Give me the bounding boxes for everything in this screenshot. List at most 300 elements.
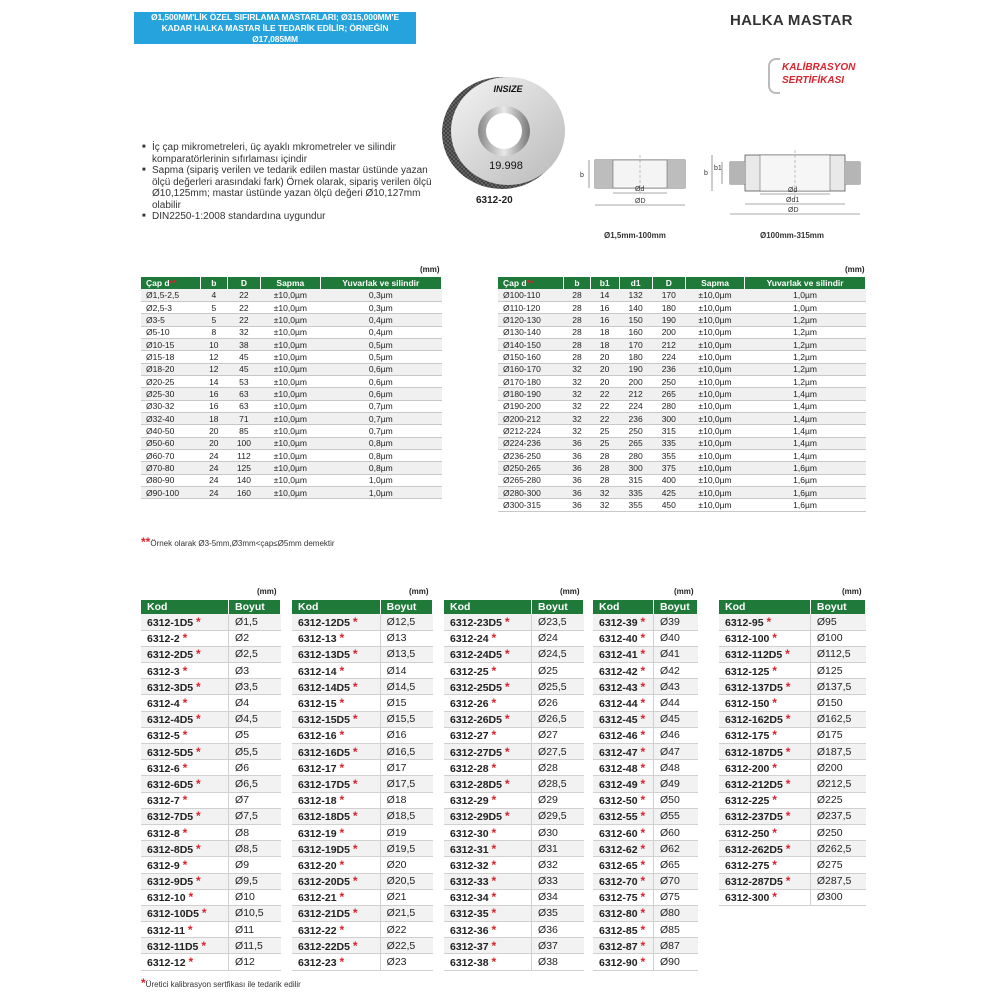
code-row: [141, 954, 281, 970]
code-cell: [719, 630, 810, 646]
code-cell: [593, 873, 653, 889]
code-row: [292, 922, 433, 938]
spec-cell: 36: [564, 499, 591, 511]
code-cell: [292, 744, 380, 760]
code-star: *: [339, 857, 345, 872]
code-value: 6312-35: [450, 908, 489, 921]
spec-cell: Ø212-224: [498, 425, 564, 437]
code-star: *: [491, 922, 497, 937]
code-cell: [292, 776, 380, 792]
code-row: [141, 889, 281, 905]
spec-cell: 0,8µm: [320, 462, 441, 474]
code-cell: [593, 922, 653, 938]
spec-cell: 4: [200, 289, 227, 301]
code-star: *: [339, 922, 345, 937]
size-cell: Ø80: [653, 905, 697, 921]
spec-cell: 32: [564, 400, 591, 412]
code-cell: [719, 792, 810, 808]
code-row: [292, 760, 433, 776]
spec-cell: 1,4µm: [745, 437, 866, 449]
code-star: *: [640, 809, 646, 824]
spec-cell: Ø32-40: [141, 412, 200, 424]
spec-row: [141, 437, 442, 449]
code-row: [292, 954, 433, 970]
code-header-boyut: Boyut: [380, 600, 432, 614]
diagram-large-caption: Ø100mm-315mm: [760, 231, 825, 240]
size-cell: Ø287,5: [810, 873, 865, 889]
spec-cell: 22: [590, 400, 619, 412]
code-header-boyut: Boyut: [810, 600, 865, 614]
spec-cell: 10: [200, 338, 227, 350]
code-row: [444, 905, 584, 921]
size-cell: Ø237,5: [810, 808, 865, 824]
code-row: [141, 695, 281, 711]
code-header-row: [593, 600, 698, 614]
spec-cell: ±10,0µm: [685, 425, 744, 437]
size-cell: Ø28,5: [532, 776, 584, 792]
spec-cell: ±10,0µm: [261, 412, 321, 424]
spec-cell: 160: [227, 487, 260, 499]
spec-cell: 38: [227, 338, 260, 350]
code-row: [444, 922, 584, 938]
spec-header-cell: [652, 277, 685, 289]
size-cell: Ø40: [653, 630, 697, 646]
code-row: [719, 889, 866, 905]
size-cell: Ø46: [653, 727, 697, 743]
size-cell: Ø3,5: [229, 679, 281, 695]
unit-label: (mm): [409, 587, 429, 596]
size-cell: Ø75: [653, 889, 697, 905]
spec-cell: ±10,0µm: [685, 363, 744, 375]
code-star: *: [640, 728, 646, 743]
spec-cell: 0,7µm: [320, 425, 441, 437]
code-row: [719, 873, 866, 889]
size-cell: Ø8,5: [229, 841, 281, 857]
spec-cell: Ø150-160: [498, 351, 564, 363]
code-cell: [719, 679, 810, 695]
code-star: *: [785, 841, 791, 856]
code-cell: [444, 646, 532, 662]
size-cell: Ø10,5: [229, 905, 281, 921]
code-row: [593, 727, 698, 743]
code-cell: [593, 711, 653, 727]
spec-cell: ±10,0µm: [261, 351, 321, 363]
code-value: 6312-14D5: [298, 681, 350, 694]
code-cell: [141, 889, 229, 905]
code-star: *: [491, 938, 497, 953]
spec-cell: ±10,0µm: [685, 499, 744, 511]
spec-header-cell: [320, 277, 441, 289]
spec-cell: 190: [652, 314, 685, 326]
code-value: 6312-10D5: [147, 908, 199, 921]
spec-cell: 12: [200, 363, 227, 375]
code-star: *: [352, 938, 358, 953]
code-value: 6312-237D5: [725, 811, 783, 824]
code-cell: [593, 760, 653, 776]
spec-cell: 1,6µm: [745, 474, 866, 486]
spec-cell: 1,2µm: [745, 314, 866, 326]
spec-header-text: b1: [599, 278, 610, 288]
size-cell: Ø60: [653, 824, 697, 840]
spec-cell: ±10,0µm: [685, 449, 744, 461]
code-row: [593, 824, 698, 840]
spec-cell: Ø300-315: [498, 499, 564, 511]
code-cell: [141, 954, 229, 970]
code-row: [593, 744, 698, 760]
code-row: [292, 727, 433, 743]
size-cell: Ø12: [229, 954, 281, 970]
code-value: 6312-38: [450, 957, 489, 970]
code-star: *: [339, 760, 345, 775]
code-star: *: [772, 825, 777, 840]
code-cell: [141, 630, 229, 646]
spec-cell: 150: [619, 314, 652, 326]
spec-cell: 32: [564, 388, 591, 400]
code-star: *: [491, 793, 497, 808]
size-cell: Ø10: [229, 889, 281, 905]
spec-cell: 14: [200, 375, 227, 387]
size-cell: Ø33: [532, 873, 584, 889]
code-cell: [292, 792, 380, 808]
code-row: [141, 630, 281, 646]
spec-cell: 224: [652, 351, 685, 363]
code-value: 6312-85: [599, 924, 638, 937]
code-value: 6312-7D5: [147, 811, 194, 824]
code-star: *: [196, 647, 201, 662]
spec-cell: Ø224-236: [498, 437, 564, 449]
code-header-row: [719, 600, 866, 614]
code-star: *: [504, 776, 510, 791]
spec-header-cell: [227, 277, 260, 289]
spec-cell: 45: [227, 351, 260, 363]
spec-cell: 36: [564, 487, 591, 499]
code-row: [141, 922, 281, 938]
size-cell: Ø150: [810, 695, 865, 711]
spec-cell: ±10,0µm: [685, 437, 744, 449]
code-cell: [719, 857, 810, 873]
spec-cell: 355: [619, 499, 652, 511]
code-star: *: [640, 890, 646, 905]
code-row: [593, 841, 698, 857]
spec-cell: 140: [619, 301, 652, 313]
code-star: *: [339, 663, 345, 678]
code-star: *: [188, 955, 194, 970]
code-star: *: [352, 906, 358, 921]
spec-cell: 22: [590, 388, 619, 400]
code-value: 6312-25: [450, 665, 489, 678]
size-cell: Ø19,5: [380, 841, 432, 857]
spec-cell: 63: [227, 388, 260, 400]
code-row: [292, 889, 433, 905]
spec-cell: Ø15-18: [141, 351, 200, 363]
code-value: 6312-36: [450, 924, 489, 937]
spec-cell: Ø25-30: [141, 388, 200, 400]
code-row: [444, 679, 584, 695]
code-value: 6312-17D5: [298, 778, 350, 791]
spec-cell: 22: [227, 314, 260, 326]
code-row: [719, 663, 866, 679]
code-row: [719, 695, 866, 711]
spec-header-text: Yuvarlak ve silindir: [342, 278, 420, 288]
code-star: *: [339, 955, 345, 970]
note-star: **: [141, 535, 151, 549]
code-star: *: [182, 857, 188, 872]
spec-cell: ±10,0µm: [685, 388, 744, 400]
spec-cell: ±10,0µm: [685, 289, 744, 301]
code-row: [141, 905, 281, 921]
size-cell: Ø24: [532, 630, 584, 646]
code-value: 6312-75: [599, 892, 638, 905]
spec-cell: 0,6µm: [320, 375, 441, 387]
certificate-line-2: SERTİFİKASI: [782, 75, 845, 86]
code-header-boyut: Boyut: [653, 600, 697, 614]
code-cell: [141, 646, 229, 662]
code-star: *: [504, 647, 510, 662]
code-value: 6312-33: [450, 876, 489, 889]
code-row: [141, 760, 281, 776]
code-star: *: [772, 696, 777, 711]
spec-cell: ±10,0µm: [261, 437, 321, 449]
spec-cell: ±10,0µm: [685, 314, 744, 326]
code-value: 6312-16: [298, 730, 337, 743]
spec-header-text: Çap d: [146, 278, 170, 288]
size-cell: Ø2,5: [229, 646, 281, 662]
code-value: 6312-21D5: [298, 908, 350, 921]
code-value: 6312-13D5: [298, 649, 350, 662]
code-row: [444, 824, 584, 840]
code-row: [444, 760, 584, 776]
code-row: [593, 792, 698, 808]
code-value: 6312-65: [599, 859, 638, 872]
code-row: [444, 630, 584, 646]
size-cell: Ø6,5: [229, 776, 281, 792]
code-row: [593, 905, 698, 921]
code-cell: [719, 841, 810, 857]
size-cell: Ø38: [532, 954, 584, 970]
code-value: 6312-13: [298, 633, 337, 646]
spec-cell: ±10,0µm: [685, 412, 744, 424]
code-cell: [292, 663, 380, 679]
ring-diagram-large: [700, 150, 870, 225]
size-cell: Ø13,5: [380, 646, 432, 662]
code-cell: [292, 760, 380, 776]
size-cell: Ø27: [532, 727, 584, 743]
code-value: 6312-112D5: [725, 649, 783, 662]
spec-cell: 315: [652, 425, 685, 437]
spec-cell: 28: [564, 301, 591, 313]
spec-cell: 20: [590, 375, 619, 387]
spec-cell: 1,2µm: [745, 375, 866, 387]
code-star: *: [491, 955, 497, 970]
spec-row: [141, 289, 442, 301]
code-star: *: [640, 647, 646, 662]
code-value: 6312-187D5: [725, 746, 783, 759]
code-value: 6312-150: [725, 698, 770, 711]
spec-cell: 85: [227, 425, 260, 437]
spec-cell: 28: [590, 474, 619, 486]
code-value: 6312-45: [599, 714, 638, 727]
spec-header-cell: [590, 277, 619, 289]
spec-cell: ±10,0µm: [685, 338, 744, 350]
code-cell: [593, 889, 653, 905]
spec-cell: ±10,0µm: [685, 400, 744, 412]
size-cell: Ø125: [810, 663, 865, 679]
code-cell: [141, 808, 229, 824]
code-value: 6312-42: [599, 665, 638, 678]
code-cell: [444, 889, 532, 905]
code-row: [444, 727, 584, 743]
code-star: *: [352, 841, 358, 856]
code-value: 6312-9D5: [147, 876, 194, 889]
code-row: [593, 646, 698, 662]
spec-cell: 1,4µm: [745, 449, 866, 461]
spec-row: [141, 314, 442, 326]
code-value: 6312-34: [450, 892, 489, 905]
spec-cell: Ø20-25: [141, 375, 200, 387]
code-value: 6312-2D5: [147, 649, 194, 662]
spec-row: [141, 412, 442, 424]
code-cell: [593, 841, 653, 857]
code-star: *: [352, 614, 358, 629]
code-cell: [141, 744, 229, 760]
code-star: *: [640, 793, 646, 808]
spec-header-cell: [261, 277, 321, 289]
code-value: 6312-3: [147, 665, 180, 678]
code-value: 6312-21: [298, 892, 337, 905]
spec-cell: 0,8µm: [320, 449, 441, 461]
spec-row: [141, 351, 442, 363]
size-cell: Ø32: [532, 857, 584, 873]
code-row: [719, 824, 866, 840]
spec-cell: 32: [590, 499, 619, 511]
code-cell: [593, 792, 653, 808]
spec-cell: 22: [227, 289, 260, 301]
spec-cell: ±10,0µm: [685, 375, 744, 387]
spec-cell: ±10,0µm: [261, 338, 321, 350]
spec-header-row: [498, 277, 866, 289]
spec-header-cell: [685, 277, 744, 289]
spec-cell: ±10,0µm: [261, 400, 321, 412]
spec-cell: 200: [652, 326, 685, 338]
code-cell: [444, 760, 532, 776]
code-star: *: [196, 841, 201, 856]
code-star: *: [640, 663, 646, 678]
code-value: 6312-4D5: [147, 714, 194, 727]
code-value: 6312-25D5: [450, 681, 502, 694]
code-row: [593, 663, 698, 679]
size-cell: Ø34: [532, 889, 584, 905]
spec-cell: Ø250-265: [498, 462, 564, 474]
unit-label: (mm): [420, 265, 440, 274]
spec-cell: 25: [590, 425, 619, 437]
code-value: 6312-162D5: [725, 714, 783, 727]
code-cell: [141, 727, 229, 743]
code-row: [292, 776, 433, 792]
code-row: [593, 614, 698, 630]
code-value: 6312-6D5: [147, 778, 194, 791]
code-star: *: [182, 663, 188, 678]
size-cell: Ø22,5: [380, 938, 432, 954]
size-cell: Ø8: [229, 824, 281, 840]
size-cell: Ø1,5: [229, 614, 281, 630]
code-value: 6312-62: [599, 843, 638, 856]
spec-cell: 18: [200, 412, 227, 424]
diagram-small-caption: Ø1,5mm-100mm: [604, 231, 666, 240]
code-row: [292, 663, 433, 679]
spec-cell: 1,2µm: [745, 338, 866, 350]
code-value: 6312-28: [450, 762, 489, 775]
certificate-bracket-icon: [768, 58, 780, 94]
code-row: [719, 857, 866, 873]
code-star: *: [491, 663, 497, 678]
code-row: [141, 711, 281, 727]
spec-cell: 32: [564, 375, 591, 387]
spec-cell: 32: [564, 412, 591, 424]
code-cell: [141, 695, 229, 711]
code-table: [593, 600, 698, 971]
spec-cell: 24: [200, 462, 227, 474]
size-cell: Ø11: [229, 922, 281, 938]
spec-cell: 0,7µm: [320, 412, 441, 424]
spec-header-cell: [498, 277, 564, 289]
size-cell: Ø18: [380, 792, 432, 808]
spec-row: [498, 326, 866, 338]
size-cell: Ø11,5: [229, 938, 281, 954]
spec-cell: 18: [590, 326, 619, 338]
code-cell: [444, 630, 532, 646]
code-row: [719, 727, 866, 743]
spec-cell: 16: [200, 400, 227, 412]
code-value: 6312-49: [599, 778, 638, 791]
feature-list: [142, 142, 432, 223]
code-cell: [292, 808, 380, 824]
code-star: *: [339, 890, 345, 905]
code-row: [593, 630, 698, 646]
spec-cell: 375: [652, 462, 685, 474]
code-star: *: [352, 874, 358, 889]
spec-cell: 180: [652, 301, 685, 313]
code-star: *: [182, 631, 188, 646]
code-star: *: [766, 614, 772, 629]
ring-gauge-image: [440, 65, 570, 195]
code-star: *: [772, 760, 777, 775]
code-row: [593, 889, 698, 905]
code-value: 6312-23D5: [450, 616, 502, 629]
code-star: *: [785, 679, 791, 694]
size-cell: Ø26,5: [532, 711, 584, 727]
spec-cell: 1,2µm: [745, 326, 866, 338]
code-cell: [292, 889, 380, 905]
code-cell: [719, 744, 810, 760]
spec-cell: 1,4µm: [745, 388, 866, 400]
code-cell: [141, 776, 229, 792]
spec-cell: ±10,0µm: [261, 289, 321, 301]
code-cell: [292, 857, 380, 873]
spec-row: [141, 326, 442, 338]
code-row: [593, 857, 698, 873]
spec-cell: 28: [590, 449, 619, 461]
size-cell: Ø90: [653, 954, 697, 970]
code-cell: [444, 711, 532, 727]
code-row: [292, 792, 433, 808]
code-cell: [719, 776, 810, 792]
spec-row: [498, 499, 866, 511]
spec-cell: ±10,0µm: [261, 487, 321, 499]
code-cell: [593, 646, 653, 662]
spec-table-large: [498, 277, 866, 512]
spec-cell: Ø70-80: [141, 462, 200, 474]
spec-cell: ±10,0µm: [685, 487, 744, 499]
